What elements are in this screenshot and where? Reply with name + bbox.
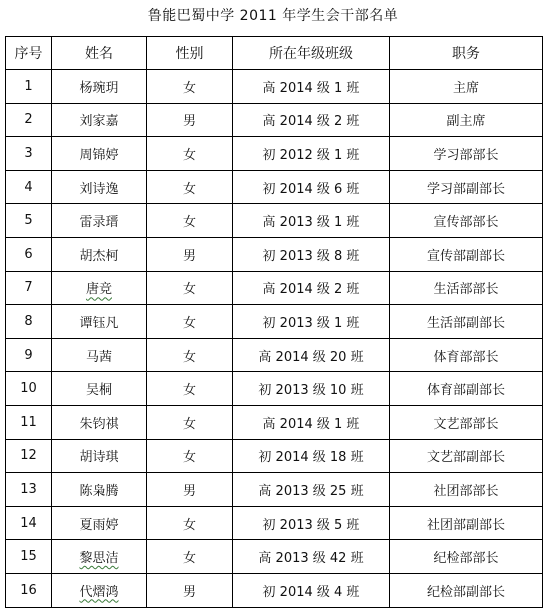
cell-sex: 女: [147, 540, 233, 574]
cell-class: 高 2014 级 20 班: [233, 338, 390, 372]
cell-sex: 男: [147, 237, 233, 271]
cell-number: 15: [6, 540, 52, 574]
cell-sex: 男: [147, 103, 233, 137]
table-row: [6, 237, 543, 271]
cell-number: 5: [6, 204, 52, 238]
cell-class: 初 2013 级 10 班: [233, 372, 390, 406]
cell-role: 宣传部副部长: [390, 237, 543, 271]
cell-role: 体育部部长: [390, 338, 543, 372]
cell-name-text: 黎思洁: [79, 551, 119, 567]
table-body: [6, 70, 543, 608]
table-row: [6, 506, 543, 540]
cell-name: 吴桐: [52, 372, 147, 406]
header-name: 姓名: [52, 37, 147, 70]
cell-class: 高 2014 级 2 班: [233, 103, 390, 137]
cell-name: 周锦婷: [52, 137, 147, 171]
cell-name: 朱钧祺: [52, 405, 147, 439]
cell-role: 主席: [390, 70, 543, 104]
cell-name: 刘家嘉: [52, 103, 147, 137]
cell-sex: 女: [147, 439, 233, 473]
cell-name: 胡杰柯: [52, 237, 147, 271]
cell-role: 文艺部部长: [390, 405, 543, 439]
student-council-table: [5, 36, 543, 608]
cell-number: 3: [6, 137, 52, 171]
cell-sex: 女: [147, 338, 233, 372]
cell-number: 10: [6, 372, 52, 406]
cell-number: 16: [6, 573, 52, 607]
cell-name: 陈枭腾: [52, 473, 147, 507]
cell-role: 纪检部副部长: [390, 573, 543, 607]
cell-sex: 男: [147, 573, 233, 607]
cell-class: 高 2013 级 25 班: [233, 473, 390, 507]
cell-number: 2: [6, 103, 52, 137]
cell-name: 刘诗逸: [52, 170, 147, 204]
table-row: [6, 204, 543, 238]
cell-number: 7: [6, 271, 52, 305]
cell-class: 初 2013 级 8 班: [233, 237, 390, 271]
header-sex: 性别: [147, 37, 233, 70]
cell-name-text: 唐竞: [85, 282, 112, 298]
cell-name: 马茜: [52, 338, 147, 372]
cell-name: 谭钰凡: [52, 305, 147, 339]
cell-sex: 女: [147, 137, 233, 171]
cell-role: 社团部部长: [390, 473, 543, 507]
table-row: [6, 573, 543, 607]
table-row: [6, 103, 543, 137]
cell-class: 初 2013 级 5 班: [233, 506, 390, 540]
cell-class: 初 2014 级 6 班: [233, 170, 390, 204]
cell-role: 社团部副部长: [390, 506, 543, 540]
cell-class: 高 2014 级 1 班: [233, 70, 390, 104]
cell-sex: 男: [147, 473, 233, 507]
cell-sex: 女: [147, 204, 233, 238]
cell-name: [52, 540, 147, 574]
table-row: [6, 170, 543, 204]
cell-name: [52, 271, 147, 305]
cell-role: 纪检部部长: [390, 540, 543, 574]
cell-sex: 女: [147, 405, 233, 439]
cell-sex: 女: [147, 170, 233, 204]
cell-number: 1: [6, 70, 52, 104]
cell-sex: 女: [147, 372, 233, 406]
table-row: [6, 540, 543, 574]
cell-sex: 女: [147, 305, 233, 339]
cell-sex: 女: [147, 271, 233, 305]
cell-class: 初 2012 级 1 班: [233, 137, 390, 171]
cell-class: 高 2013 级 42 班: [233, 540, 390, 574]
cell-number: 8: [6, 305, 52, 339]
table-header-row: [6, 37, 543, 70]
table-row: [6, 70, 543, 104]
cell-role: 生活部部长: [390, 271, 543, 305]
cell-name: 雷录瑨: [52, 204, 147, 238]
cell-role: 学习部副部长: [390, 170, 543, 204]
table-row: [6, 372, 543, 406]
table-row: [6, 473, 543, 507]
cell-class: 初 2014 级 4 班: [233, 573, 390, 607]
cell-number: 11: [6, 405, 52, 439]
table-row: [6, 439, 543, 473]
cell-role: 宣传部部长: [390, 204, 543, 238]
cell-sex: 女: [147, 70, 233, 104]
cell-class: 高 2014 级 1 班: [233, 405, 390, 439]
cell-class: 初 2013 级 1 班: [233, 305, 390, 339]
cell-name: 胡诗琪: [52, 439, 147, 473]
cell-sex: 女: [147, 506, 233, 540]
cell-name: 杨琬玥: [52, 70, 147, 104]
cell-number: 4: [6, 170, 52, 204]
cell-role: 生活部副部长: [390, 305, 543, 339]
table-row: [6, 137, 543, 171]
cell-role: 体育部副部长: [390, 372, 543, 406]
header-number: 序号: [6, 37, 52, 70]
cell-number: 14: [6, 506, 52, 540]
cell-role: 副主席: [390, 103, 543, 137]
cell-class: 初 2014 级 18 班: [233, 439, 390, 473]
cell-number: 9: [6, 338, 52, 372]
cell-class: 高 2013 级 1 班: [233, 204, 390, 238]
cell-number: 6: [6, 237, 52, 271]
table-row: [6, 305, 543, 339]
table-row: [6, 338, 543, 372]
document-title: 鲁能巴蜀中学 2011 年学生会干部名单: [147, 8, 399, 24]
header-class: 所在年级班级: [233, 37, 390, 70]
cell-number: 12: [6, 439, 52, 473]
cell-role: 学习部部长: [390, 137, 543, 171]
table-row: [6, 405, 543, 439]
cell-class: 高 2014 级 2 班: [233, 271, 390, 305]
cell-name: [52, 573, 147, 607]
cell-number: 13: [6, 473, 52, 507]
cell-name-text: 代熠鸿: [79, 584, 119, 600]
cell-role: 文艺部副部长: [390, 439, 543, 473]
table-row: [6, 271, 543, 305]
header-role: 职务: [390, 37, 543, 70]
cell-name: 夏雨婷: [52, 506, 147, 540]
